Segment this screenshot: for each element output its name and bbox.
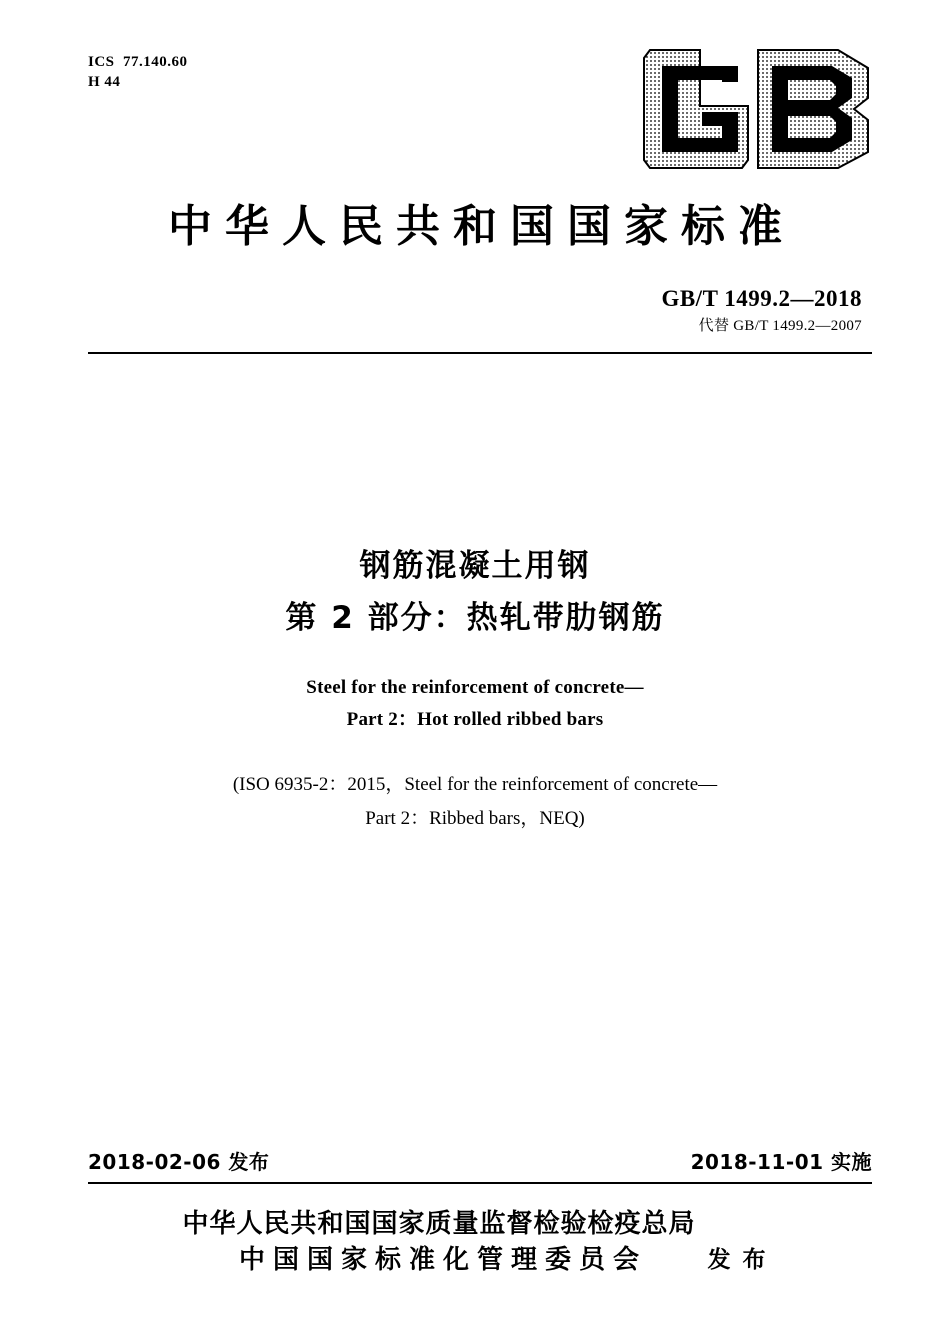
issuing-body-1: 中华人民共和国国家质量监督检验检疫总局 xyxy=(182,1209,696,1239)
gb-logo-icon xyxy=(642,48,872,170)
standard-number: GB/T 1499.2—2018 xyxy=(661,286,862,311)
national-standard-heading: 中华人民共和国国家标准 xyxy=(168,201,795,252)
publish-label: 发 布 xyxy=(707,1247,768,1273)
implementation-date: 2018-11-01 实施 xyxy=(690,1150,872,1174)
document-title-cn-line2: 第 2 部分：热轧带肋钢筋 xyxy=(285,600,665,636)
iso-reference-line1: (ISO 6935-2：2015，Steel for the reinforcement of concrete— xyxy=(232,774,718,795)
document-title-en-line1: Steel for the reinforcement of concrete— xyxy=(306,677,644,698)
iso-reference xyxy=(0,768,950,836)
standard-replaces: 代替 GB/T 1499.2—2007 xyxy=(698,318,862,334)
document-title-cn-line1: 钢筋混凝土用钢 xyxy=(359,548,591,584)
document-title-en xyxy=(0,672,950,736)
header-divider xyxy=(88,352,872,354)
document-title-cn xyxy=(0,540,950,644)
ics-code: ICS 77.140.60 xyxy=(88,54,188,70)
issuing-bodies xyxy=(0,1206,950,1278)
ics-classification-block xyxy=(88,52,188,92)
footer-divider xyxy=(88,1182,872,1184)
issuing-bodies-names xyxy=(182,1206,695,1278)
issue-date: 2018-02-06 发布 xyxy=(88,1150,270,1174)
iso-reference-line2: Part 2：Ribbed bars，NEQ) xyxy=(365,808,585,829)
document-title-en-line2: Part 2：Hot rolled ribbed bars xyxy=(346,709,604,730)
classification-code: H 44 xyxy=(88,74,121,90)
issuing-body-2: 中国国家标准化管理委员会 xyxy=(238,1245,647,1275)
